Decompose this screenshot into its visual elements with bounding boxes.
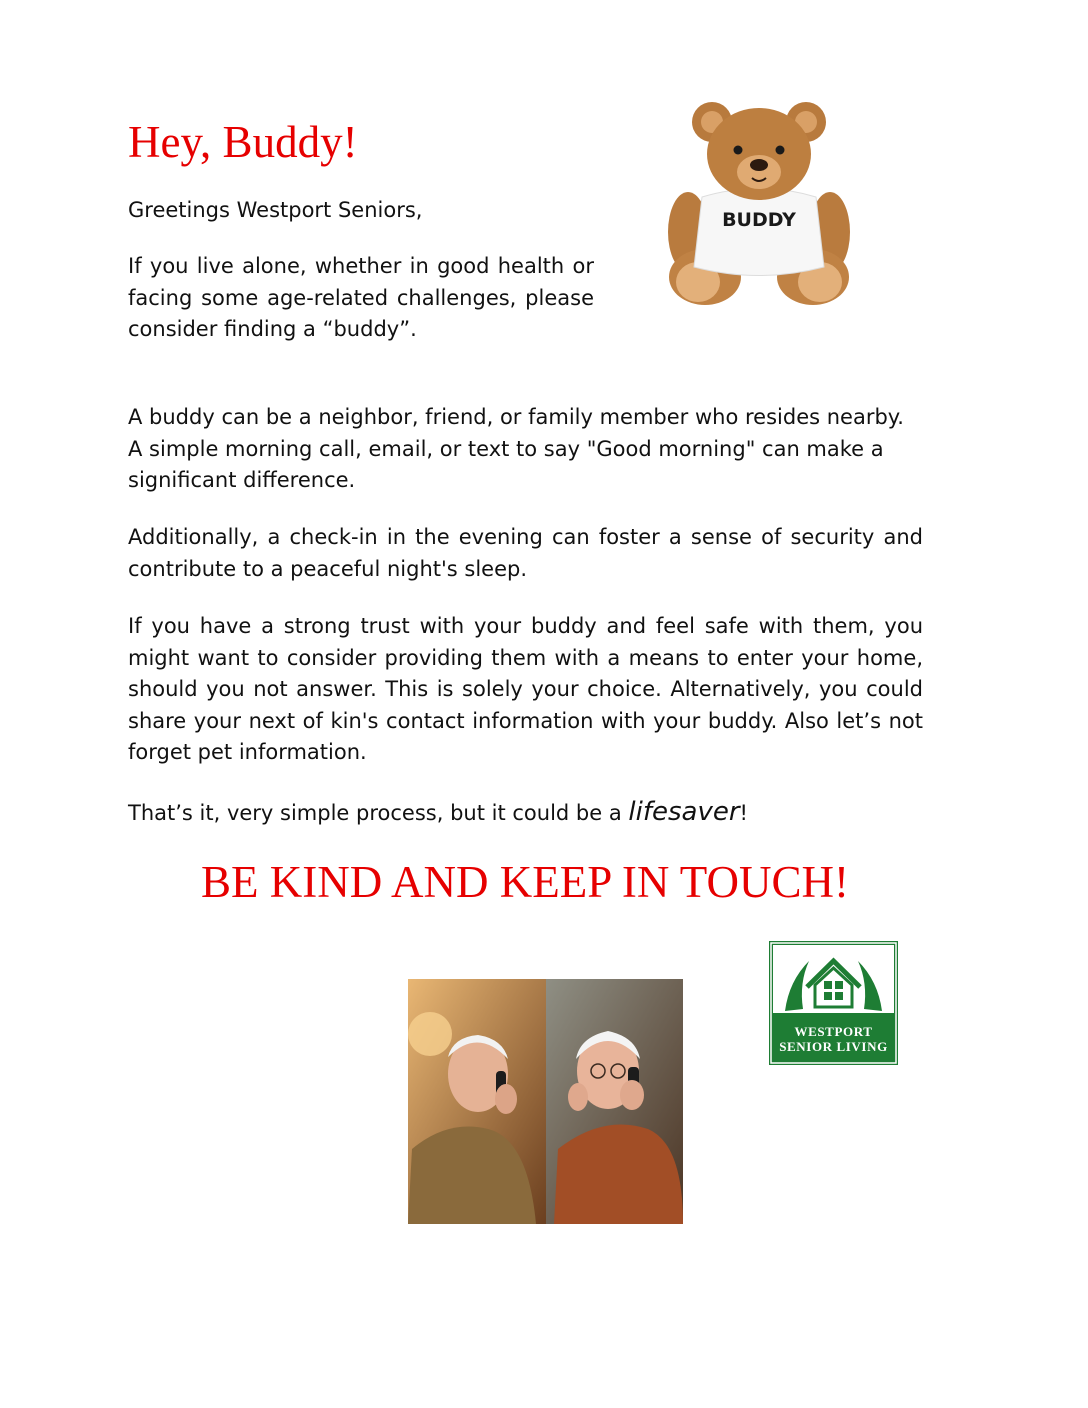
closing-text: That’s it, very simple process, but it could be a: [128, 801, 629, 825]
westport-senior-living-logo: [769, 941, 898, 1065]
bear-shirt-text: BUDDY: [722, 209, 796, 231]
paragraph-trust: If you have a strong trust with your buddy and feel safe with them, you might want to consider providing them with a means to enter your home, should you not answer. This is solely your choice. Alternatively, you could share your next of kin's contact information with your buddy. Also let’s not forget pet information.: [128, 614, 923, 764]
closing-exclamation: !: [739, 801, 748, 825]
slogan: BE KIND AND KEEP IN TOUCH!: [201, 857, 849, 907]
page-title: Hey, Buddy!: [128, 117, 358, 167]
logo-line1: WESTPORT: [794, 1024, 873, 1039]
logo-line2: SENIOR LIVING: [779, 1039, 888, 1054]
teddy-bear-image: [640, 92, 878, 316]
paragraph-intro: If you live alone, whether in good health or facing some age-related challenges, please consider finding a “buddy”.: [128, 254, 594, 341]
greeting: Greetings Westport Seniors,: [128, 198, 423, 222]
paragraph-closing: [128, 797, 923, 830]
paragraph-evening-checkin: Additionally, a check-in in the evening can foster a sense of security and contribute to a peaceful night's sleep.: [128, 525, 923, 581]
paragraph-buddy-definition: A buddy can be a neighbor, friend, or family member who resides nearby. A simple morning call, email, or text to say "Good morning" can make a significant difference.: [128, 405, 904, 492]
lifesaver-emphasis: lifesaver: [628, 797, 740, 827]
seniors-phone-photo: [408, 979, 683, 1224]
